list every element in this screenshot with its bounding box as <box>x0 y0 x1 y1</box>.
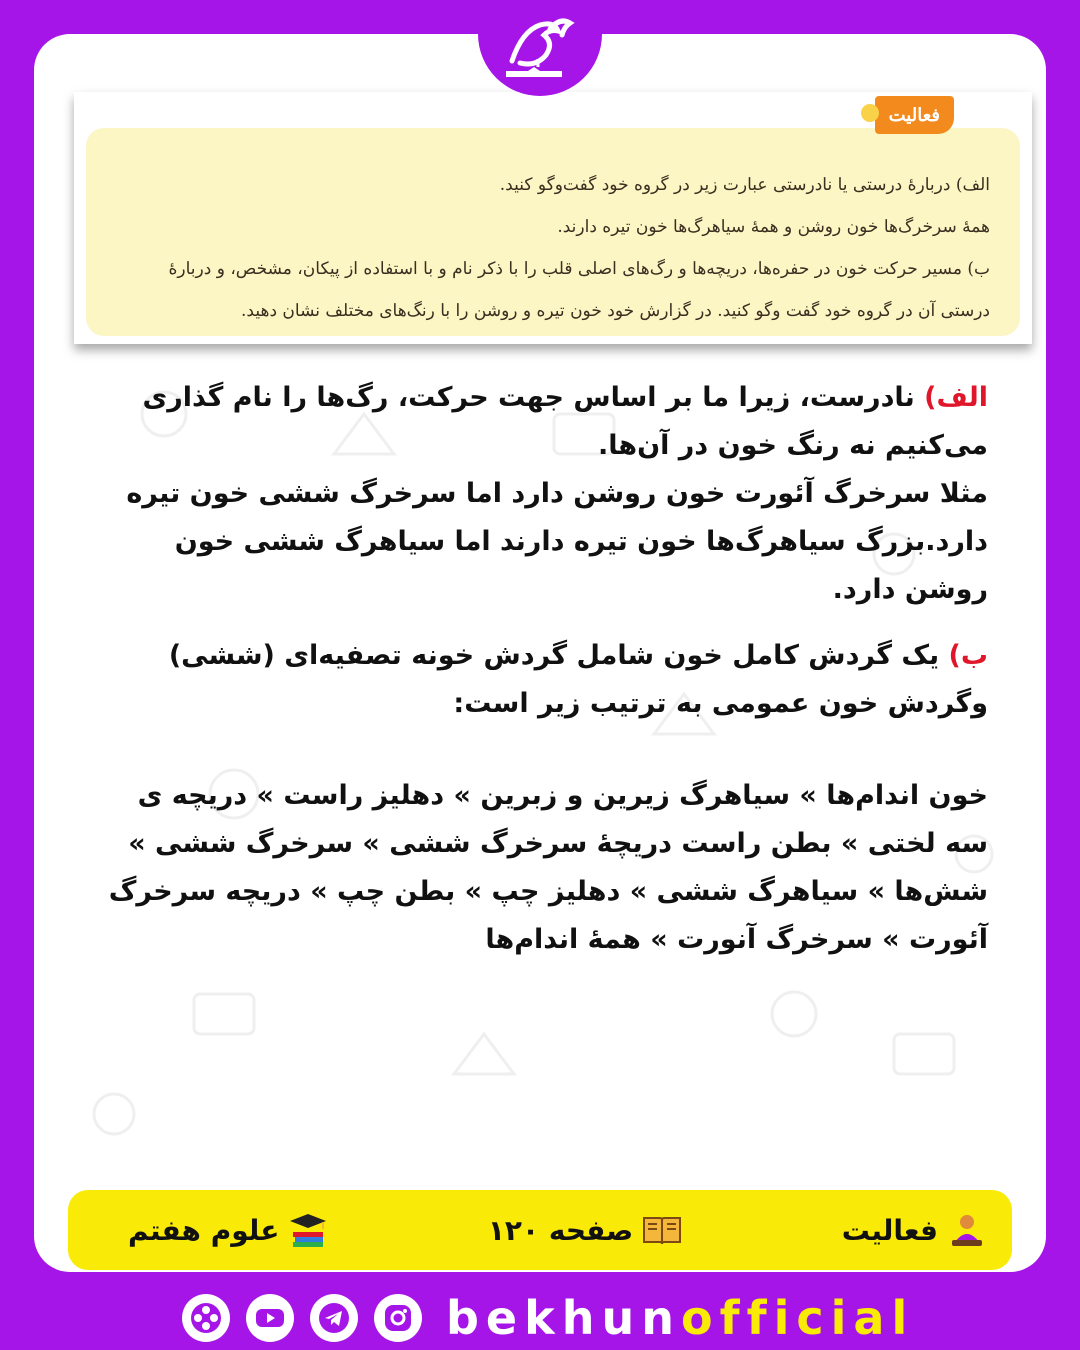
answer-part-a <box>90 374 988 470</box>
youtube-link[interactable] <box>246 1294 294 1342</box>
footer-activity-label: فعالیت <box>841 1213 938 1247</box>
part-a-text: نادرست، زیرا ما بر اساس جهت حرکت، رگ‌ها را نام گذاری می‌کنیم نه رنگ خون در آن‌ها. <box>142 382 988 461</box>
graduation-books-icon <box>287 1212 329 1248</box>
textbook-lines <box>112 164 990 332</box>
textbook-activity-tag: فعالیت <box>875 96 954 134</box>
instagram-link[interactable] <box>374 1294 422 1342</box>
textbook-line: همهٔ سرخرگ‌ها خون روشن و همهٔ سیاهرگ‌ها خون تیره دارند. <box>557 217 990 237</box>
textbook-panel <box>86 128 1020 336</box>
footer-subject <box>128 1212 329 1248</box>
textbook-excerpt <box>74 92 1032 344</box>
footer-page-label: صفحه ۱۲۰ <box>487 1213 634 1247</box>
footer-page <box>488 1212 683 1248</box>
social-footer <box>182 1290 914 1346</box>
telegram-link[interactable] <box>310 1294 358 1342</box>
open-book-icon <box>641 1212 683 1248</box>
textbook-line: ب) مسیر حرکت خون در حفره‌ها، دریچه‌ها و رگ‌های اصلی قلب را با ذکر نام و با استفاده از پیکان، مشخص، و دربارهٔ <box>168 259 990 279</box>
part-b-label: ب) <box>948 640 988 671</box>
footer-subject-label: علوم هفتم <box>128 1213 280 1247</box>
brand-logo <box>478 0 602 96</box>
handle-part1: bekhun <box>446 1291 681 1345</box>
teacher-icon <box>946 1212 988 1248</box>
part-b-text: یک گردش کامل خون شامل گردش خونه تصفیه‌ای (ششی) وگردش خون عمومی به ترتیب زیر است: <box>168 640 988 719</box>
footer-info-bar <box>68 1190 1012 1270</box>
telegram-icon <box>317 1301 351 1335</box>
film-reel-link[interactable] <box>182 1294 230 1342</box>
bekhun-logo-icon <box>494 9 586 87</box>
content-card <box>34 34 1046 1272</box>
textbook-line: الف) دربارهٔ درستی یا نادرستی عبارت زیر در گروه خود گفت‌وگو کنید. <box>499 175 990 195</box>
film-reel-icon <box>189 1301 223 1335</box>
instagram-icon <box>381 1301 415 1335</box>
social-handle <box>446 1290 914 1346</box>
answer-part-b <box>90 632 988 728</box>
handle-part2: official <box>680 1291 915 1345</box>
answer-text <box>90 374 988 964</box>
part-a-example: مثلا سرخرگ آئورت خون روشن دارد اما سرخرگ ششی خون تیره دارد.بزرگ سیاهرگ‌ها خون تیره دارند اما سیاهرگ ششی خون روشن دارد. <box>126 478 988 605</box>
footer-activity <box>842 1212 988 1248</box>
textbook-line: درستی آن در گروه خود گفت وگو کنید. در گزارش خود خون تیره و روشن را با رنگ‌های مختلف نشان دهید. <box>241 301 990 321</box>
circulation-path: خون اندام‌ها » سیاهرگ زیرین و زبرین » دهلیز راست » دریچه ی سه لختی » بطن راست دریچهٔ سرخرگ ششی » سرخرگ ششی » شش‌ها » سیاهرگ ششی » دهلیز چپ » بطن چپ » دریچه سرخرگ آئورت » سرخرگ آنورت » همهٔ اندام‌ها <box>108 780 988 955</box>
part-a-label: الف) <box>924 382 988 413</box>
youtube-icon <box>253 1301 287 1335</box>
